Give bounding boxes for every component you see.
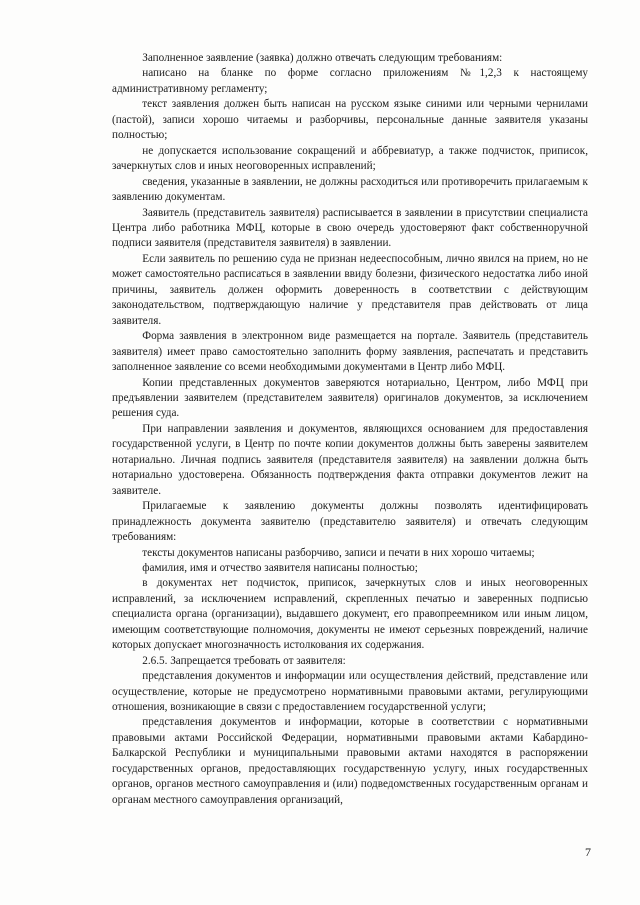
paragraph: тексты документов написаны разборчиво, записи и печати в них хорошо читаемы; — [142, 546, 535, 559]
paragraph: представления документов и информации, которые в соответствии с нормативными правовыми актами Российской Федерации, нормативными правовыми актами Кабардино-Балкарской Республики и муниципальными правовыми актами находятся в распоряжении государственных органов, предоставляющих государственную услугу, иных государственных органов, органов местного самоуправления и (или) подведомственных государственным органам и органам местного самоуправления организаций, — [112, 716, 588, 806]
paragraph: Если заявитель по решению суда не признан недееспособным, лично явился на прием, но не может самостоятельно расписаться в заявлении ввиду болезни, физического недостатка либо иной причины, заявитель должен оформить доверенность в соответствии с действующим законодательством, подтверждающую наличие у представителя прав действовать от лица заявителя. — [112, 252, 588, 327]
section-heading: 2.6.5. Запрещается требовать от заявителя: — [142, 654, 346, 667]
paragraph: Заполненное заявление (заявка) должно отвечать следующим требованиям: — [142, 52, 503, 64]
paragraph: Копии представленных документов заверяются нотариально, Центром, либо МФЦ при предъявлении заявителем (представителем заявителя) оригиналов документов, за исключением решения суда. — [112, 376, 588, 420]
paragraph: представления документов и информации или осуществления действий, представление или осуществление, которые не предусмотрено нормативными правовыми актами, регулирующими отношения, возникающие в связи с предоставлением государственной услуги; — [112, 670, 588, 714]
paragraph: Заявитель (представитель заявителя) расписывается в заявлении в присутствии специалиста Центра либо работника МФЦ, которые в свою очередь удостоверяют факт собственноручной подписи заявителя (представителя заявителя) в заявлении. — [112, 206, 588, 250]
paragraph: написано на бланке по форме согласно приложениям №1,2,3 к настоящему административному регламенту; — [112, 67, 588, 95]
paragraph: в документах нет подчисток, приписок, зачеркнутых слов и иных неоговоренных исправлений, за исключением исправлений, скрепленных печатью и заверенных подписью специалиста органа (организации), выдавшего документ, его правопреемником или иным лицом, имеющим соответствующие полномочия, документы не имеют серьезных повреждений, наличие которых допускает многозначность истолкования их содержания. — [112, 577, 588, 652]
paragraph: Прилагаемые к заявлению документы должны позволять идентифицировать принадлежность документа заявителю (представителю заявителя) и отвечать следующим требованиям: — [112, 500, 588, 544]
paragraph: Форма заявления в электронном виде размещается на портале. Заявитель (представитель заявителя) имеет право самостоятельно заполнить форму заявления, распечатать и представить заполненное заявление со всеми необходимыми документами в Центр либо МФЦ. — [112, 330, 588, 374]
document-body — [112, 51, 588, 808]
paragraph: фамилия, имя и отчество заявителя написаны полностью; — [142, 561, 418, 574]
paragraph: сведения, указанные в заявлении, не должны расходиться или противоречить прилагаемым к заявлению документам. — [112, 175, 588, 204]
page-number: 7 — [585, 845, 591, 859]
paragraph: текст заявления должен быть написан на русском языке синими или черными чернилами (пастой), записи хорошо читаемы и разборчивы, персональные данные заявителя указаны полностью; — [112, 98, 588, 142]
paragraph: не допускается использование сокращений и аббревиатур, а также подчисток, приписок, зачеркнутых слов и иных неоговоренных исправлений; — [112, 144, 588, 173]
paragraph: При направлении заявления и документов, являющихся основанием для предоставления государственной услуги, в Центр по почте копии документов должны быть заверены заявителем нотариально. Личная подпись заявителя (представителя заявителя) на заявлении должна быть нотариально удостоверена. Обязанность подтверждения факта отправки документов лежит на заявителе. — [112, 422, 588, 497]
